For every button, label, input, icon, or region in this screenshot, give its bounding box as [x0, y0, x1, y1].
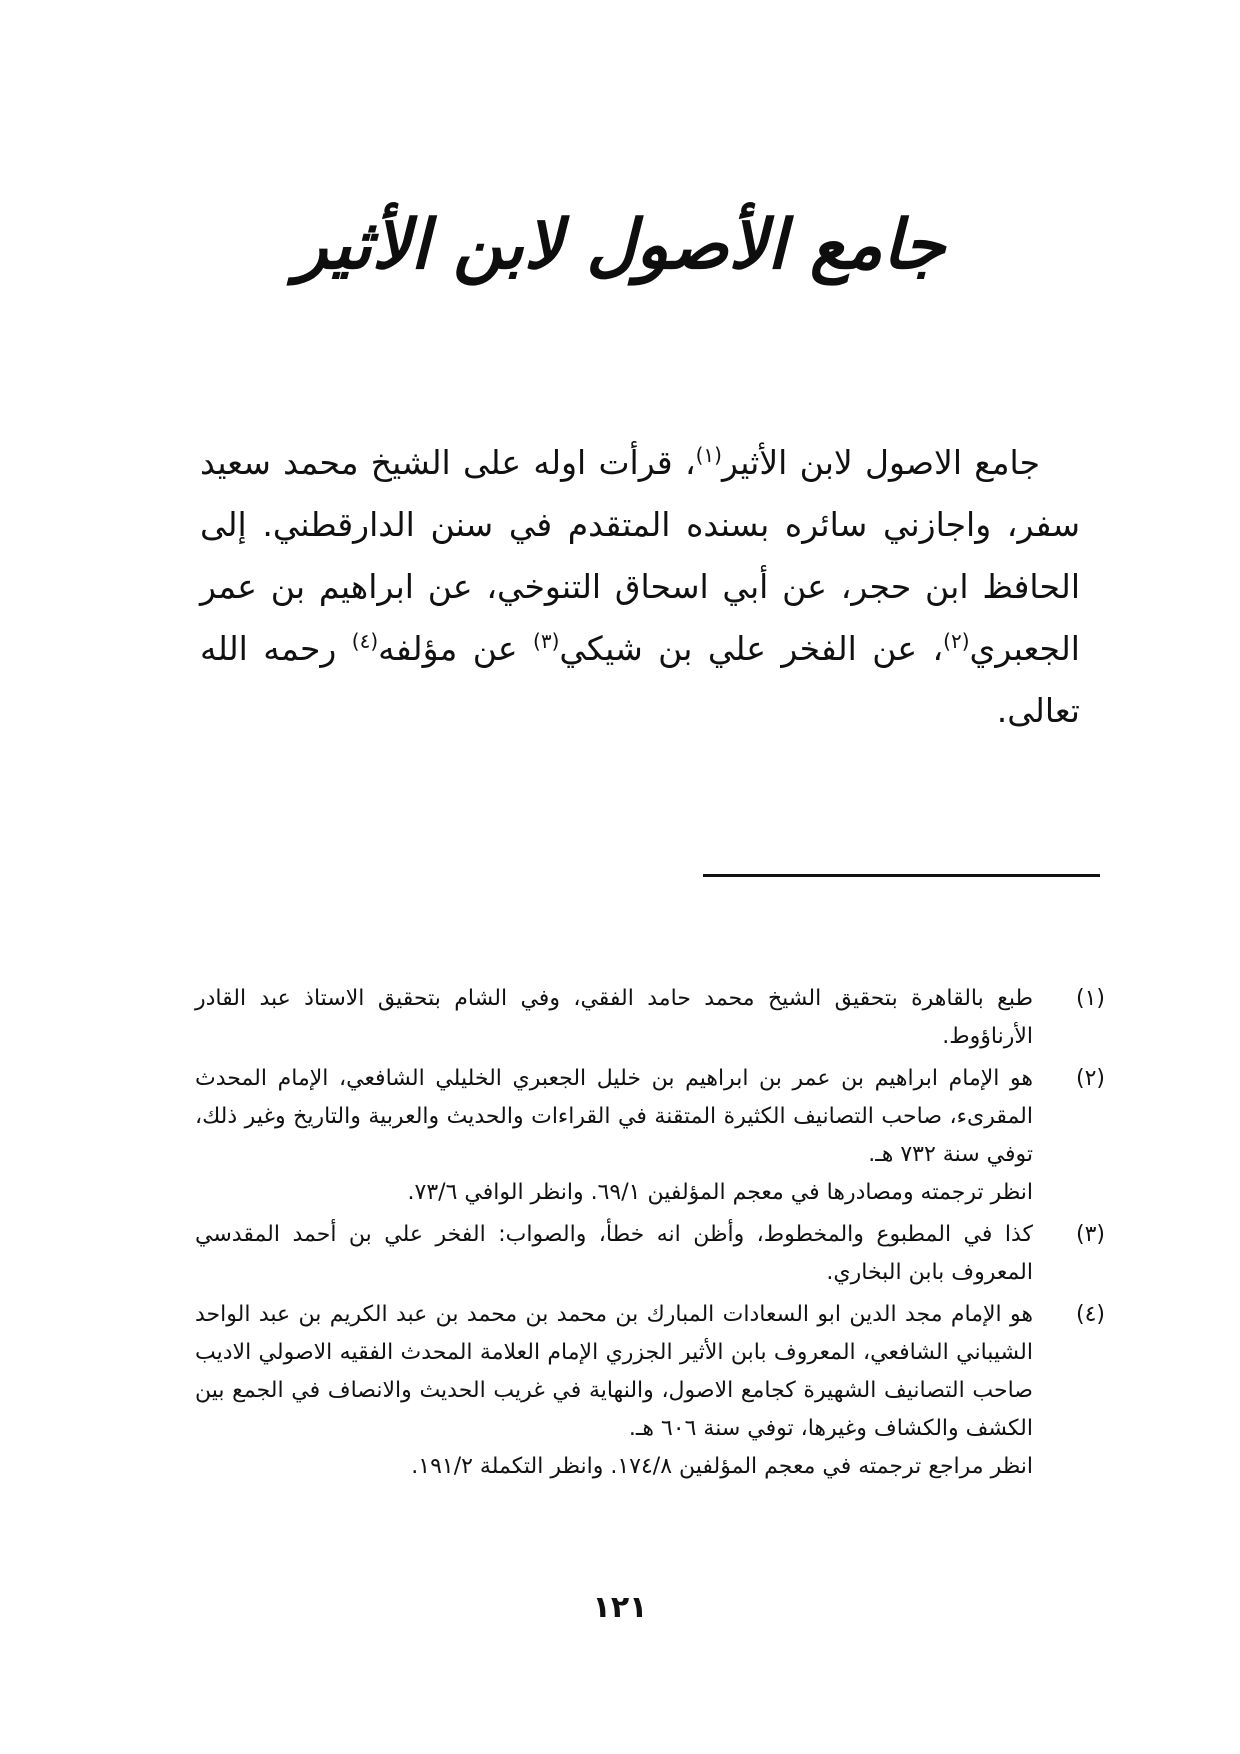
- footnote-number: (٣): [1075, 1222, 1105, 1247]
- paragraph-text-2: ، قرأت اوله على الشيخ محمد سعيد سفر، واجازني سائره بسنده المتقدم في سنن الدارقطني. إلى الحافظ ابن حجر، عن أبي اسحاق التنوخي، عن ابراهيم بن عمر الجعبري: [200, 443, 1080, 668]
- footnotes-section: [195, 980, 1105, 1490]
- footnote-text: كذا في المطبوع والمخطوط، وأظن انه خطأ، والصواب: الفخر علي بن أحمد المقدسي المعروف بابن البخاري.: [195, 1222, 1033, 1285]
- footnote-number: (١): [1075, 986, 1105, 1011]
- footnote-number: (٢): [1075, 1066, 1105, 1091]
- footnote-text: هو الإمام مجد الدين ابو السعادات المبارك بن محمد بن محمد بن عبد الكريم بن عبد الواحد الشيباني الشافعي، المعروف بابن الأثير الجزري الإمام العلامة المحدث الفقيه الاصولي الاديب صاحب التصانيف الشهيرة كجامع الاصول، والنهاية في غريب الحديث والانصاف في الجمع بين الكشف والكشاف وغيرها، توفي سنة ٦٠٦ هـ.: [195, 1302, 1033, 1441]
- footnote-text: هو الإمام ابراهيم بن عمر بن ابراهيم بن خليل الجعبري الخليلي الشافعي، الإمام المحدث المقرىء، صاحب التصانيف الكثيرة المتقنة في القراءات والحديث والعربية والتاريخ وغير ذلك، توفي سنة ٧٣٢ هـ.: [195, 1066, 1033, 1167]
- paragraph-text-5: رحمه الله تعالى.: [200, 629, 1080, 730]
- footnote-ref-2: (٢): [943, 629, 970, 653]
- footnote-body: [195, 1060, 1033, 1212]
- footnote-body: [195, 980, 1033, 1056]
- paragraph-text-1: جامع الاصول لابن الأثير: [721, 443, 1040, 482]
- footnote-4: [195, 1296, 1105, 1486]
- footnote-ref-1: (١): [695, 443, 722, 467]
- footnote-3: [195, 1216, 1105, 1292]
- page-title: جامع الأصول لابن الأثير: [294, 205, 946, 285]
- footnote-reference-line: انظر مراجع ترجمته في معجم المؤلفين ١٧٤/٨. وانظر التكملة ١٩١/٢.: [411, 1454, 1033, 1479]
- footnote-text: طبع بالقاهرة بتحقيق الشيخ محمد حامد الفقي، وفي الشام بتحقيق الاستاذ عبد القادر الأرناؤوط.: [195, 986, 1033, 1049]
- footnote-ref-3: (٣): [533, 629, 560, 653]
- footnote-body: [195, 1296, 1033, 1486]
- footnote-body: [195, 1216, 1033, 1292]
- footnote-1: [195, 980, 1105, 1056]
- footnote-number: (٤): [1075, 1302, 1105, 1327]
- footnote-separator: [703, 874, 1100, 877]
- footnote-2: [195, 1060, 1105, 1212]
- page-number: ١٢١: [592, 1590, 648, 1625]
- footnote-reference-line: انظر ترجمته ومصادرها في معجم المؤلفين ٦٩/١. وانظر الوافي ٧٣/٦.: [407, 1180, 1033, 1205]
- paragraph-text-3: ، عن الفخر علي بن شيكي: [559, 629, 944, 668]
- footnote-ref-4: (٤): [351, 629, 379, 653]
- paragraph-text-4: عن مؤلفه: [378, 629, 533, 668]
- main-paragraph: [200, 432, 1080, 742]
